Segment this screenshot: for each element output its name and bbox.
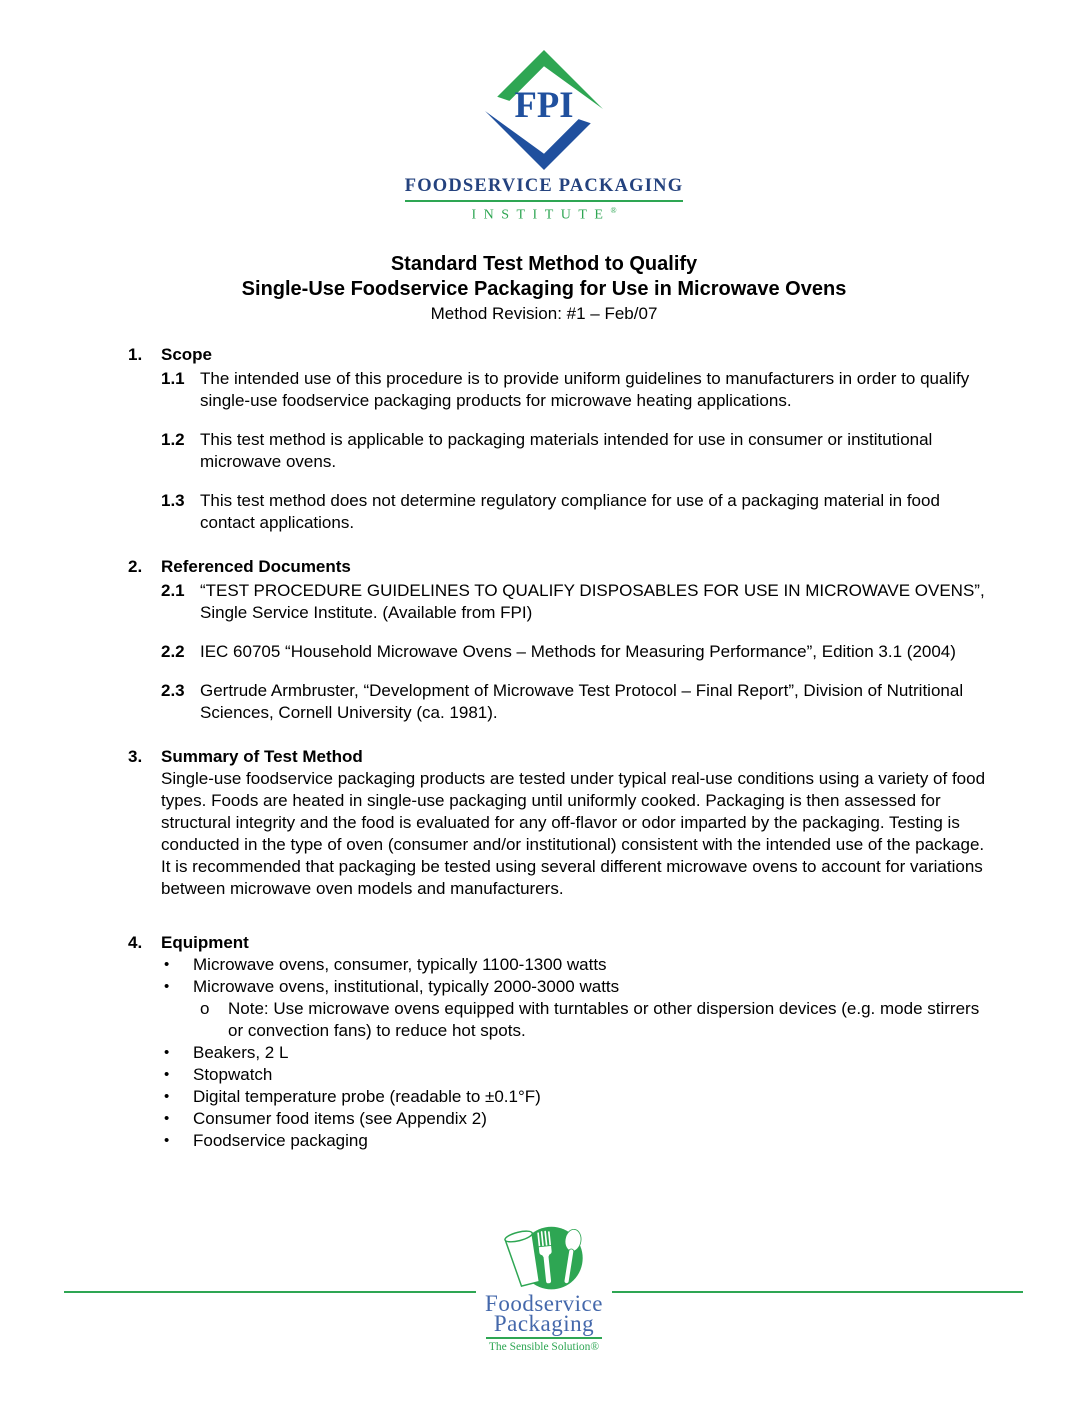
fpi-header-logo [0,50,1088,224]
list-item [164,1042,992,1064]
list-item [164,954,992,976]
document-title-line1: Standard Test Method to Qualify [390,253,698,275]
section-number: 1. [128,345,143,364]
section-heading [128,556,992,578]
footer-logo [476,1224,612,1354]
registered-mark: ® [610,206,617,215]
foodservice-packaging-logo-icon [492,1224,596,1294]
fpi-diamond-logo-icon [483,50,605,170]
footer-logo-underline [486,1337,602,1339]
clause-text: Gertrude Armbruster, “Development of Microwave Test Protocol – Final Report”, Division of Nutritional Sciences, Cornell University (ca. 1981). [200,681,964,722]
section-heading [128,932,992,954]
bullet-icon: • [164,1044,170,1061]
list-item [164,1064,992,1086]
section-number: 2. [128,557,143,576]
fpi-diamond-icon [483,50,605,170]
clause-number: 2.3 [161,681,185,700]
fpi-institute-text: INSTITUTE [471,207,611,223]
section-referenced-documents [128,556,992,724]
bullet-icon: • [164,1110,170,1127]
footer-tagline: The Sensible Solution® [488,1341,600,1353]
clause-number: 2.1 [161,581,185,600]
section-heading [128,746,992,768]
bullet-icon: • [164,1066,170,1083]
sub-bullet-icon: o [200,999,210,1018]
clause-text: IEC 60705 “Household Microwave Ovens – Methods for Measuring Performance”, Edition 3.1 (2004) [200,642,956,661]
bullet-icon: • [164,1088,170,1105]
section-title: Referenced Documents [161,557,351,576]
clause-1-2 [161,429,992,473]
clause-text: The intended use of this procedure is to provide uniform guidelines to manufacturers in order to qualify single-use foodservice packaging products for microwave heating applications. [200,369,970,410]
clause-2-2 [161,641,992,663]
clause-number: 1.1 [161,369,185,388]
clause-text: This test method does not determine regulatory compliance for use of a packaging material in food contact applications. [200,491,940,532]
footer-word-packaging: Packaging [493,1311,595,1336]
fpi-monogram: FPI [514,84,574,126]
list-item [164,976,992,998]
clause-1-3 [161,490,992,534]
section-title: Scope [161,345,213,364]
summary-paragraph: Single-use foodservice packaging products are tested under typical real-use conditions using a variety of food types. Foods are heated in single-use packaging until uniformly cooked. Packaging is then assessed for structural integrity and the food is evaluated for any off-flavor or odor imparted by the packaging. Testing is conducted in the type of oven (consumer and/or institutional) consistent with the intended use of the package. It is recommended that packaging be tested using several different microwave ovens to account for variations between microwave oven models and manufacturers. [161,769,986,898]
list-item-text: Digital temperature probe (readable to ±0.1°F) [193,1087,541,1106]
bullet-icon: • [164,1132,170,1149]
section-summary [128,746,992,900]
list-item-text: Foodservice packaging [193,1131,368,1150]
clause-text: “TEST PROCEDURE GUIDELINES TO QUALIFY DISPOSABLES FOR USE IN MICROWAVE OVENS”, Single Service Institute. (Available from FPI) [200,581,985,622]
method-revision: Method Revision: #1 – Feb/07 [430,304,658,323]
list-item-text: Beakers, 2 L [193,1043,289,1062]
list-item-text: Microwave ovens, institutional, typically 2000-3000 watts [193,977,620,996]
clause-text: This test method is applicable to packaging materials intended for use in consumer or institutional microwave ovens. [200,430,933,471]
list-item [164,1130,992,1152]
list-subitem-text: Note: Use microwave ovens equipped with turntables or other dispersion devices (e.g. mode stirrers or convection fans) to reduce hot spots. [228,999,980,1040]
document-title-line2: Single-Use Foodservice Packaging for Use in Microwave Ovens [241,278,847,300]
list-item-text: Microwave ovens, consumer, typically 1100-1300 watts [193,955,607,974]
bullet-icon: • [164,956,170,973]
list-item [164,1108,992,1130]
footer-word-foodservice: Foodservice [485,1291,603,1316]
clause-2-1 [161,580,992,624]
document-body [128,344,992,1152]
section-title: Summary of Test Method [161,747,363,766]
list-item-text: Consumer food items (see Appendix 2) [193,1109,487,1128]
title-block [0,252,1088,325]
section-equipment [128,932,992,1152]
list-item [164,1086,992,1108]
clause-2-3 [161,680,992,724]
section-scope [128,344,992,534]
section-title: Equipment [161,933,249,952]
fpi-wordmark: FOODSERVICE PACKAGING [405,176,684,202]
bullet-icon: • [164,978,170,995]
section-heading [128,344,992,366]
list-subitem [200,998,992,1042]
equipment-list [164,954,992,1152]
clause-number: 1.3 [161,491,185,510]
clause-number: 2.2 [161,642,185,661]
section-number: 3. [128,747,143,766]
list-item-text: Stopwatch [193,1065,273,1084]
clause-1-1 [161,368,992,412]
fpi-institute-label [0,206,1088,224]
section-number: 4. [128,933,143,952]
clause-number: 1.2 [161,430,185,449]
